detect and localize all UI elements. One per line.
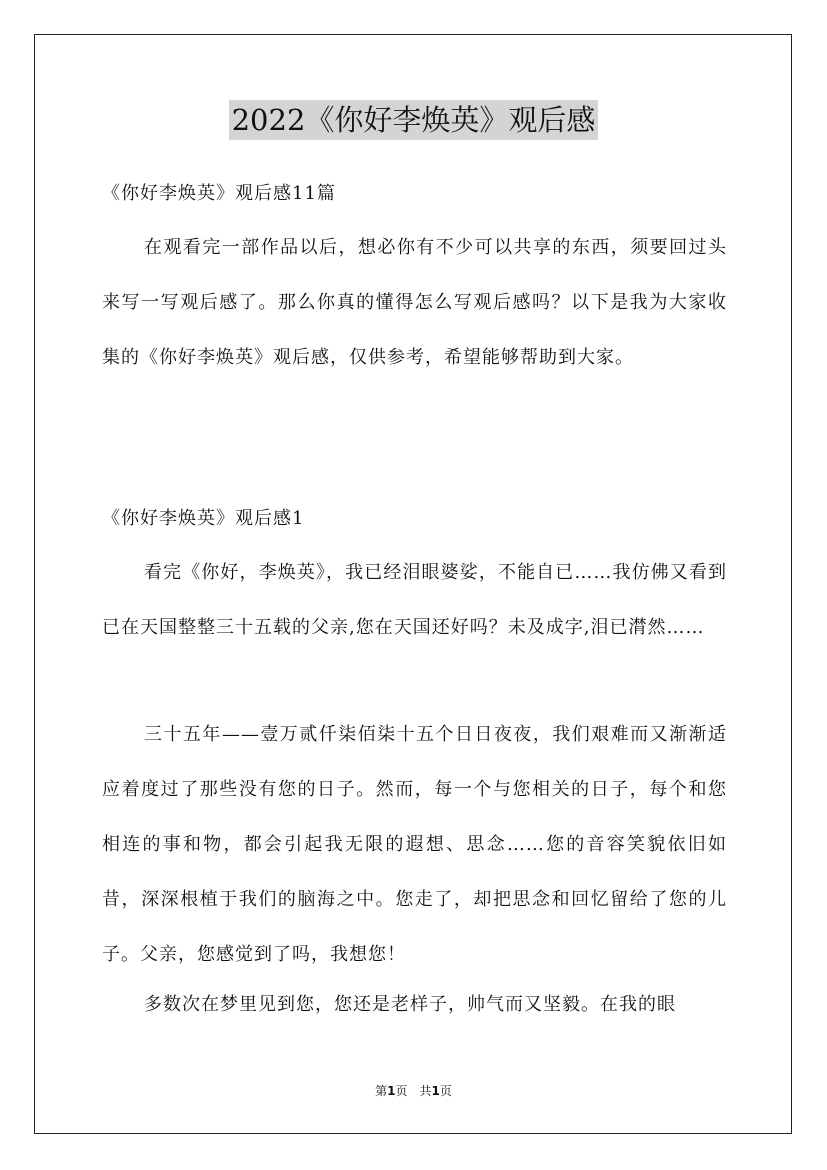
page-footer — [0, 1083, 827, 1099]
document-title: 2022《你好李焕英》观后感 — [229, 100, 599, 140]
body-paragraph-1: 看完《你好，李焕英》，我已经泪眼婆娑，不能自已……我仿佛又看到已在天国整整三十五载的父亲,您在天国还好吗？未及成字,泪已潸然…… — [102, 562, 727, 638]
footer-page-prefix: 第 — [375, 1084, 388, 1098]
document-subtitle: 《你好李焕英》观后感11篇 — [102, 183, 336, 204]
body-paragraph-3: 多数次在梦里见到您，您还是老样子，帅气而又坚毅。在我的眼 — [144, 994, 676, 1015]
title-container — [0, 100, 827, 140]
footer-total-pages: 1 — [431, 1084, 440, 1098]
intro-paragraph: 在观看完一部作品以后，想必你有不少可以共享的东西，须要回过头来写一写观后感了。那么你真的懂得怎么写观后感吗？以下是我为大家收集的《你好李焕英》观后感，仅供参考，希望能够帮助到大家。 — [102, 237, 727, 368]
footer-page-mid: 页 共 — [395, 1084, 432, 1098]
footer-current-page: 1 — [387, 1084, 396, 1098]
section-heading: 《你好李焕英》观后感1 — [102, 508, 305, 529]
footer-page-suffix: 页 — [439, 1084, 452, 1098]
body-paragraph-2: 三十五年——壹万贰仟柒佰柒十五个日日夜夜，我们艰难而又渐渐适应着度过了那些没有您的日子。然而，每一个与您相关的日子，每个和您相连的事和物，都会引起我无限的遐想、思念……您的音容笑貌依旧如昔，深深根植于我们的脑海之中。您走了，却把思念和回忆留给了您的儿子。父亲，您感觉到了吗，我想您！ — [102, 724, 727, 965]
